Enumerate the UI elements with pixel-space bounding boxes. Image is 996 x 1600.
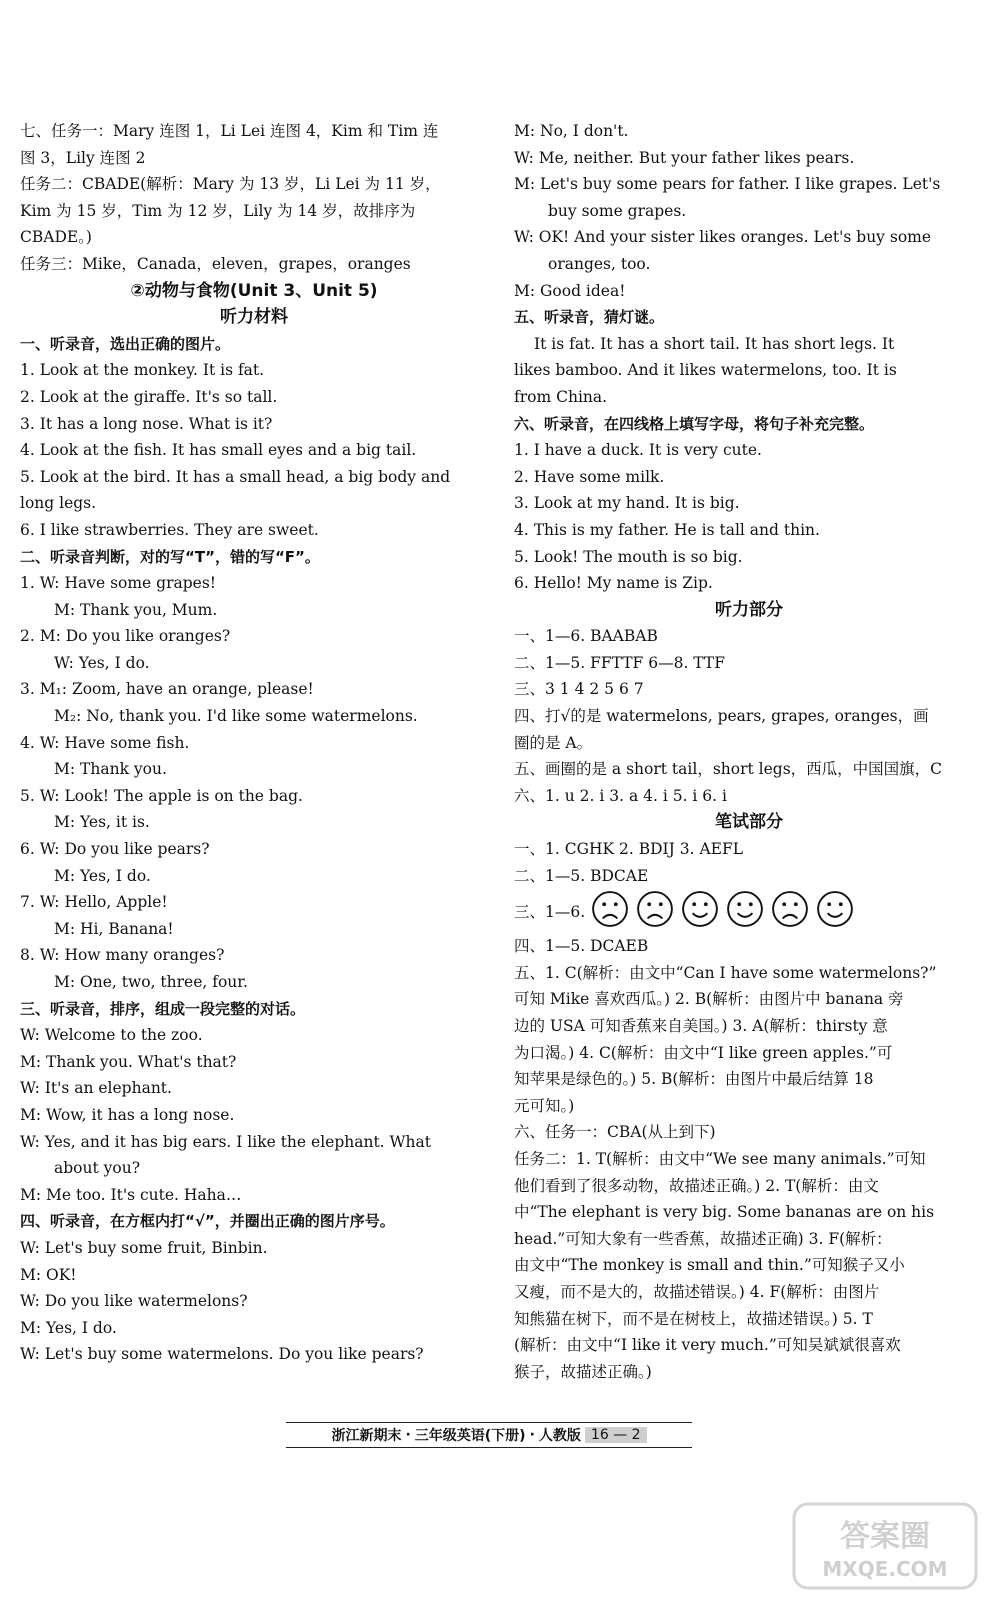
right-column-bottom (514, 933, 984, 1385)
text-line: 中“The elephant is very big. Some bananas are on his (514, 1203, 935, 1222)
question-heading: 五、听录音，猜灯谜。 (514, 308, 665, 327)
text-line: M: Yes, it is. (54, 813, 150, 832)
text-line: W: Me, neither. But your father likes pears. (514, 148, 855, 167)
happy-face-icon (816, 890, 854, 932)
text-line: 8. W: How many oranges? (20, 946, 225, 965)
question-heading: 一、听录音，选出正确的图片。 (20, 334, 231, 353)
text-line: 五、画圈的是 a short tail，short legs，西瓜，中国国旗，C (514, 760, 943, 779)
text-line: 2. M: Do you like oranges? (20, 627, 231, 646)
text-line: 六、任务一：CBA(从上到下) (514, 1123, 716, 1142)
right-column-top (514, 118, 984, 889)
footer-grade: 三年级英语(下册) (414, 1428, 526, 1444)
text-line: M: Good idea! (514, 281, 626, 300)
footer-sep: · (405, 1427, 411, 1443)
question-heading: 三、听录音，排序，组成一段完整的对话。 (20, 999, 306, 1018)
text-line: It is fat. It has a short tail. It has short legs. It (534, 334, 895, 353)
section-heading: ②动物与食物(Unit 3、Unit 5) (130, 280, 378, 301)
text-line: 圈的是 A。 (514, 733, 593, 752)
text-line: 5. Look! The mouth is so big. (514, 547, 743, 566)
text-line: W: Let's buy some watermelons. Do you like pears? (20, 1345, 424, 1364)
text-line: 他们看到了很多动物，故描述正确。) 2. T(解析：由文 (514, 1176, 879, 1195)
happy-face-icon (726, 890, 764, 932)
section-heading: 笔试部分 (715, 812, 783, 833)
text-line: 六、1. u 2. i 3. a 4. i 5. i 6. i (514, 786, 727, 805)
text-line: M: No, I don't. (514, 122, 629, 140)
watermark-logo (790, 1500, 980, 1592)
svg-text:答案圈: 答案圈 (840, 1519, 930, 1554)
text-line: 又瘦，而不是大的，故描述错误。) 4. F(解析：由图片 (514, 1282, 880, 1301)
footer-page-number: 16 — 2 (585, 1427, 647, 1443)
text-line: 三、3 1 4 2 5 6 7 (514, 680, 644, 699)
text-line: 二、1—5. FFTTF 6—8. TTF (514, 653, 726, 672)
text-line: M: Thank you, Mum. (54, 600, 218, 619)
text-line: from China. (514, 387, 608, 406)
text-line: 七、任务一：Mary 连图 1，Li Lei 连图 4，Kim 和 Tim 连 (20, 122, 439, 140)
text-line: 图 3，Lily 连图 2 (20, 148, 146, 167)
text-line: W: Yes, I do. (54, 653, 150, 672)
sad-face-icon (771, 890, 809, 932)
left-column (20, 118, 488, 1368)
text-line: 由文中“The monkey is small and thin.”可知猴子又小 (514, 1256, 905, 1275)
text-line: oranges, too. (548, 254, 651, 273)
text-line: Kim 为 15 岁，Tim 为 12 岁，Lily 为 14 岁，故排序为 (20, 201, 416, 220)
question-heading: 四、听录音，在方框内打“√”，并圈出正确的图片序号。 (20, 1212, 395, 1231)
text-line: 1. W: Have some grapes! (20, 574, 216, 593)
text-line: W: Let's buy some fruit, Binbin. (20, 1238, 268, 1257)
text-line: 6. Hello! My name is Zip. (514, 574, 713, 593)
text-line: 3. M₁: Zoom, have an orange, please! (20, 680, 314, 699)
faces-answer-row (514, 889, 984, 933)
text-line: W: Yes, and it has big ears. I like the elephant. What (20, 1132, 431, 1151)
text-line: 1. Look at the monkey. It is fat. (20, 361, 265, 380)
text-line: W: It's an elephant. (20, 1079, 172, 1098)
text-line: 2. Have some milk. (514, 467, 665, 486)
text-line: M: Yes, I do. (20, 1318, 117, 1337)
text-line: 五、1. C(解析：由文中“Can I have some watermelons?” (514, 963, 937, 982)
sad-face-icon (591, 890, 629, 932)
text-line: likes bamboo. And it likes watermelons, too. It is (514, 361, 897, 380)
question-heading: 二、听录音判断，对的写“T”，错的写“F”。 (20, 547, 320, 566)
text-line: CBADE。) (20, 228, 92, 247)
text-line: M: Me too. It's cute. Haha… (20, 1185, 242, 1204)
text-line: M: Wow, it has a long nose. (20, 1105, 235, 1124)
text-line: 一、1. CGHK 2. BDIJ 3. AEFL (514, 840, 744, 859)
text-line: 任务三：Mike，Canada，eleven，grapes，oranges (20, 254, 411, 273)
svg-text:MXQE.COM: MXQE.COM (822, 1557, 948, 1581)
text-line: 6. I like strawberries. They are sweet. (20, 520, 319, 539)
text-line: W: Do you like watermelons? (20, 1292, 248, 1311)
text-line: M: Hi, Banana! (54, 919, 174, 938)
footer-series: 浙江新期末 (331, 1428, 402, 1444)
happy-face-icon (681, 890, 719, 932)
text-line: 5. W: Look! The apple is on the bag. (20, 786, 303, 805)
text-line: long legs. (20, 494, 97, 513)
text-line: 3. It has a long nose. What is it? (20, 414, 273, 433)
text-line: 四、打√的是 watermelons, pears, grapes, oranges，画 (514, 707, 929, 726)
text-line: 6. W: Do you like pears? (20, 840, 210, 859)
section-heading: 听力部分 (715, 599, 783, 620)
footer-sep-2: · (529, 1427, 535, 1443)
text-line: M₂: No, thank you. I'd like some watermelons. (54, 707, 418, 726)
text-line: M: Thank you. (54, 760, 167, 779)
faces-label: 三、1—6. (514, 903, 586, 922)
text-line: M: One, two, three, four. (54, 973, 248, 991)
text-line: W: OK! And your sister likes oranges. Let's buy some (514, 228, 932, 247)
text-line: 5. Look at the bird. It has a small head, a big body and (20, 467, 451, 486)
footer-edition: 人教版 (538, 1428, 581, 1444)
text-line: buy some grapes. (548, 201, 687, 220)
text-line: W: Welcome to the zoo. (20, 1026, 203, 1045)
right-column (514, 118, 984, 1385)
text-line: 4. W: Have some fish. (20, 733, 190, 752)
text-line: 知熊猫在树下，而不是在树枝上，故描述错误。) 5. T (514, 1309, 873, 1328)
sad-face-icon (636, 890, 674, 932)
text-line: 任务二：1. T(解析：由文中“We see many animals.”可知 (514, 1149, 926, 1168)
text-line: head.”可知大象有一些香蕉，故描述正确) 3. F(解析： (514, 1229, 892, 1248)
text-line: 为口渴。) 4. C(解析：由文中“I like green apples.”可 (514, 1043, 893, 1062)
text-line: 3. Look at my hand. It is big. (514, 494, 740, 513)
text-line: about you? (54, 1159, 141, 1178)
text-line: 任务二：CBADE(解析：Mary 为 13 岁，Li Lei 为 11 岁， (20, 175, 441, 194)
text-line: (解析：由文中“I like it very much.”可知吴斌斌很喜欢 (514, 1336, 901, 1355)
text-line: 二、1—5. BDCAE (514, 866, 649, 885)
text-line: 四、1—5. DCAEB (514, 937, 649, 956)
text-line: M: Let's buy some pears for father. I like grapes. Let's (514, 175, 941, 194)
text-line: M: OK! (20, 1265, 77, 1284)
section-heading: 听力材料 (220, 307, 288, 328)
text-line: 1. I have a duck. It is very cute. (514, 441, 762, 460)
text-line: 元可知。) (514, 1096, 575, 1115)
text-line: 可知 Mike 喜欢西瓜。) 2. B(解析：由图片中 banana 旁 (514, 990, 904, 1009)
question-heading: 六、听录音，在四线格上填写字母，将句子补充完整。 (514, 414, 875, 433)
text-line: 4. This is my father. He is tall and thin. (514, 520, 820, 539)
text-line: M: Thank you. What's that? (20, 1052, 237, 1071)
text-line: 7. W: Hello, Apple! (20, 893, 168, 912)
text-line: 知苹果是绿色的。) 5. B(解析：由图片中最后结算 18 (514, 1070, 874, 1089)
text-line: 猴子，故描述正确。) (514, 1362, 652, 1381)
text-line: 2. Look at the giraffe. It's so tall. (20, 387, 278, 406)
text-line: 边的 USA 可知香蕉来自美国。) 3. A(解析：thirsty 意 (514, 1017, 888, 1035)
text-line: M: Yes, I do. (54, 866, 151, 885)
page-footer (286, 1422, 692, 1448)
text-line: 一、1—6. BAABAB (514, 627, 658, 646)
text-line: 4. Look at the fish. It has small eyes and a big tail. (20, 441, 417, 460)
